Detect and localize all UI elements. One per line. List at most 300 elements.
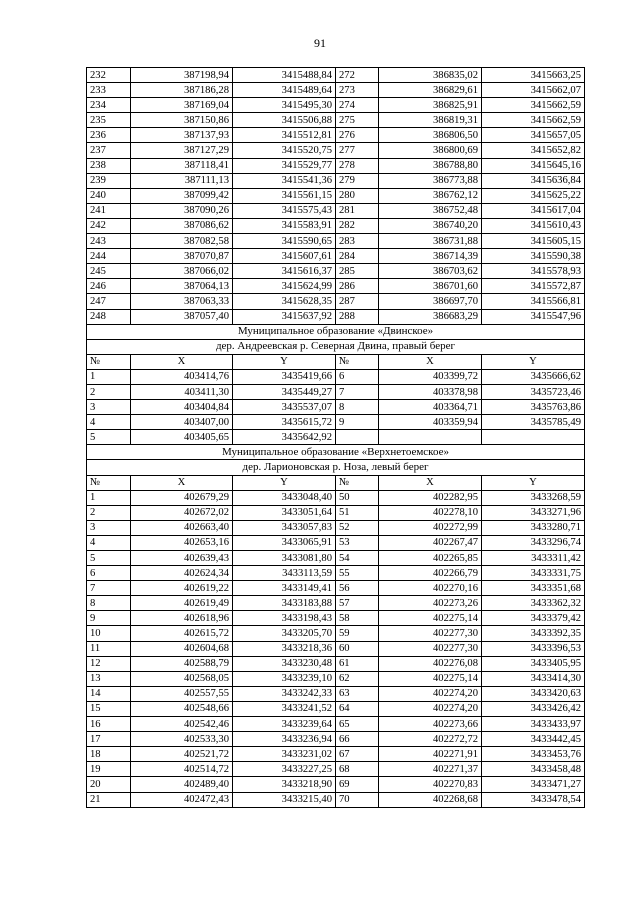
point-number-cell: 238 — [87, 158, 131, 173]
y-coordinate-cell: 3435449,27 — [233, 384, 336, 399]
point-number-cell: 8 — [336, 400, 379, 415]
y-coordinate-cell: 3415607,61 — [233, 249, 336, 264]
y-coordinate-cell: 3415662,07 — [482, 83, 585, 98]
table-row — [87, 671, 585, 686]
table-row — [87, 792, 585, 807]
x-coordinate-cell: 387150,86 — [131, 113, 233, 128]
point-number-cell: 232 — [87, 68, 131, 83]
table-row — [87, 611, 585, 626]
table-row — [87, 218, 585, 233]
table-row — [87, 294, 585, 309]
y-coordinate-cell: 3433230,48 — [233, 656, 336, 671]
point-number-cell: 63 — [336, 686, 379, 701]
x-coordinate-cell: 387090,26 — [131, 203, 233, 218]
table-row — [87, 535, 585, 550]
y-coordinate-cell: 3415520,75 — [233, 143, 336, 158]
x-coordinate-cell: 386701,60 — [379, 279, 482, 294]
y-coordinate-cell: 3433420,63 — [482, 686, 585, 701]
y-coordinate-cell: 3415578,93 — [482, 264, 585, 279]
table-row — [87, 581, 585, 596]
y-coordinate-cell: 3433379,42 — [482, 611, 585, 626]
y-coordinate-cell: 3433241,52 — [233, 701, 336, 716]
y-coordinate-cell: 3415663,25 — [482, 68, 585, 83]
y-coordinate-cell: 3415541,36 — [233, 173, 336, 188]
x-coordinate-cell: 403411,30 — [131, 384, 233, 399]
y-coordinate-cell: 3435642,92 — [233, 430, 336, 445]
point-number-cell: 282 — [336, 218, 379, 233]
x-coordinate-cell: 386825,91 — [379, 98, 482, 113]
x-coordinate-cell: 403359,94 — [379, 415, 482, 430]
column-header: X — [131, 475, 233, 490]
x-coordinate-cell: 402273,66 — [379, 717, 482, 732]
coordinates-table — [86, 67, 585, 808]
y-coordinate-cell: 3433183,88 — [233, 596, 336, 611]
x-coordinate-cell: 402679,29 — [131, 490, 233, 505]
y-coordinate-cell: 3415645,16 — [482, 158, 585, 173]
point-number-cell: 9 — [87, 611, 131, 626]
point-number-cell: 9 — [336, 415, 379, 430]
section-title: Муниципальное образование «Верхнетоемское» — [87, 445, 585, 460]
x-coordinate-cell: 387186,28 — [131, 83, 233, 98]
point-number-cell: 4 — [87, 535, 131, 550]
point-number-cell: 11 — [87, 641, 131, 656]
y-coordinate-cell: 3433271,96 — [482, 505, 585, 520]
y-coordinate-cell: 3415624,99 — [233, 279, 336, 294]
y-coordinate-cell: 3433392,35 — [482, 626, 585, 641]
x-coordinate-cell: 402619,49 — [131, 596, 233, 611]
x-coordinate-cell: 402273,26 — [379, 596, 482, 611]
x-coordinate-cell: 403405,65 — [131, 430, 233, 445]
point-number-cell: 59 — [336, 626, 379, 641]
y-coordinate-cell: 3415575,43 — [233, 203, 336, 218]
table-row — [87, 83, 585, 98]
page-number: 91 — [314, 36, 326, 50]
y-coordinate-cell: 3433205,70 — [233, 626, 336, 641]
point-number-cell: 283 — [336, 234, 379, 249]
y-coordinate-cell: 3433362,32 — [482, 596, 585, 611]
y-coordinate-cell: 3433296,74 — [482, 535, 585, 550]
point-number-cell: 2 — [87, 384, 131, 399]
point-number-cell: 280 — [336, 188, 379, 203]
x-coordinate-cell: 386773,88 — [379, 173, 482, 188]
y-coordinate-cell: 3433215,40 — [233, 792, 336, 807]
y-coordinate-cell: 3433426,42 — [482, 701, 585, 716]
point-number-cell: 235 — [87, 113, 131, 128]
x-coordinate-cell: 386819,31 — [379, 113, 482, 128]
point-number-cell: 64 — [336, 701, 379, 716]
x-coordinate-cell: 402557,55 — [131, 686, 233, 701]
x-coordinate-cell: 386703,62 — [379, 264, 482, 279]
table-row — [87, 98, 585, 113]
table-row — [87, 596, 585, 611]
x-coordinate-cell: 387086,62 — [131, 218, 233, 233]
section-title-row — [87, 324, 585, 339]
table-row — [87, 626, 585, 641]
x-coordinate-cell: 387169,04 — [131, 98, 233, 113]
y-coordinate-cell: 3433351,68 — [482, 581, 585, 596]
x-coordinate-cell: 386788,80 — [379, 158, 482, 173]
y-coordinate-cell: 3415547,96 — [482, 309, 585, 324]
column-header: X — [131, 354, 233, 369]
y-coordinate-cell: 3433471,27 — [482, 777, 585, 792]
y-coordinate-cell: 3435537,07 — [233, 400, 336, 415]
table-row — [87, 400, 585, 415]
point-number-cell: 286 — [336, 279, 379, 294]
y-coordinate-cell: 3415590,38 — [482, 249, 585, 264]
point-number-cell: 1 — [87, 490, 131, 505]
point-number-cell: 272 — [336, 68, 379, 83]
point-number-cell: 3 — [87, 400, 131, 415]
table-row — [87, 505, 585, 520]
point-number-cell: 285 — [336, 264, 379, 279]
point-number-cell: 7 — [336, 384, 379, 399]
table-row — [87, 143, 585, 158]
x-coordinate-cell — [379, 430, 482, 445]
x-coordinate-cell: 403414,76 — [131, 369, 233, 384]
x-coordinate-cell: 387118,41 — [131, 158, 233, 173]
x-coordinate-cell: 402275,14 — [379, 671, 482, 686]
y-coordinate-cell: 3433396,53 — [482, 641, 585, 656]
y-coordinate-cell: 3433331,75 — [482, 566, 585, 581]
x-coordinate-cell: 402619,22 — [131, 581, 233, 596]
column-header-row — [87, 475, 585, 490]
point-number-cell: 5 — [87, 430, 131, 445]
section-subtitle: дер. Ларионовская р. Ноза, левый берег — [87, 460, 585, 475]
point-number-cell: 245 — [87, 264, 131, 279]
x-coordinate-cell: 402639,43 — [131, 551, 233, 566]
point-number-cell: 54 — [336, 551, 379, 566]
table-row — [87, 309, 585, 324]
y-coordinate-cell: 3415628,35 — [233, 294, 336, 309]
y-coordinate-cell: 3435763,86 — [482, 400, 585, 415]
x-coordinate-cell: 402265,85 — [379, 551, 482, 566]
y-coordinate-cell: 3435723,46 — [482, 384, 585, 399]
section-subtitle-row — [87, 339, 585, 354]
x-coordinate-cell: 403364,71 — [379, 400, 482, 415]
x-coordinate-cell: 387066,02 — [131, 264, 233, 279]
x-coordinate-cell: 403404,84 — [131, 400, 233, 415]
point-number-cell: 279 — [336, 173, 379, 188]
x-coordinate-cell: 386714,39 — [379, 249, 482, 264]
table-row — [87, 656, 585, 671]
x-coordinate-cell: 386697,70 — [379, 294, 482, 309]
y-coordinate-cell: 3415610,43 — [482, 218, 585, 233]
column-header: X — [379, 475, 482, 490]
y-coordinate-cell: 3435666,62 — [482, 369, 585, 384]
point-number-cell: 6 — [87, 566, 131, 581]
y-coordinate-cell: 3415662,59 — [482, 98, 585, 113]
y-coordinate-cell: 3415662,59 — [482, 113, 585, 128]
x-coordinate-cell: 402271,91 — [379, 747, 482, 762]
y-coordinate-cell: 3433048,40 — [233, 490, 336, 505]
x-coordinate-cell: 402615,72 — [131, 626, 233, 641]
x-coordinate-cell: 387063,33 — [131, 294, 233, 309]
x-coordinate-cell: 402672,02 — [131, 505, 233, 520]
table-row — [87, 264, 585, 279]
point-number-cell: 246 — [87, 279, 131, 294]
point-number-cell: 248 — [87, 309, 131, 324]
table-row — [87, 128, 585, 143]
table-row — [87, 188, 585, 203]
table-row — [87, 158, 585, 173]
point-number-cell: 69 — [336, 777, 379, 792]
point-number-cell: 233 — [87, 83, 131, 98]
point-number-cell: 278 — [336, 158, 379, 173]
x-coordinate-cell: 402282,95 — [379, 490, 482, 505]
y-coordinate-cell: 3415636,84 — [482, 173, 585, 188]
x-coordinate-cell: 386740,20 — [379, 218, 482, 233]
x-coordinate-cell: 402663,40 — [131, 520, 233, 535]
y-coordinate-cell: 3435785,49 — [482, 415, 585, 430]
x-coordinate-cell: 403378,98 — [379, 384, 482, 399]
point-number-cell: 3 — [87, 520, 131, 535]
y-coordinate-cell: 3415590,65 — [233, 234, 336, 249]
table-row — [87, 732, 585, 747]
column-header: Y — [233, 354, 336, 369]
point-number-cell: 15 — [87, 701, 131, 716]
y-coordinate-cell: 3415561,15 — [233, 188, 336, 203]
point-number-cell: 52 — [336, 520, 379, 535]
x-coordinate-cell: 402568,05 — [131, 671, 233, 686]
table-row — [87, 415, 585, 430]
point-number-cell: 16 — [87, 717, 131, 732]
point-number-cell: 276 — [336, 128, 379, 143]
y-coordinate-cell: 3433218,90 — [233, 777, 336, 792]
point-number-cell: 14 — [87, 686, 131, 701]
x-coordinate-cell: 402268,68 — [379, 792, 482, 807]
x-coordinate-cell: 402271,37 — [379, 762, 482, 777]
table-row — [87, 520, 585, 535]
y-coordinate-cell: 3433442,45 — [482, 732, 585, 747]
y-coordinate-cell: 3433227,25 — [233, 762, 336, 777]
y-coordinate-cell: 3415488,84 — [233, 68, 336, 83]
table-row — [87, 430, 585, 445]
point-number-cell: 51 — [336, 505, 379, 520]
x-coordinate-cell: 387198,94 — [131, 68, 233, 83]
x-coordinate-cell: 402604,68 — [131, 641, 233, 656]
table-row — [87, 777, 585, 792]
y-coordinate-cell: 3415495,30 — [233, 98, 336, 113]
point-number-cell: 65 — [336, 717, 379, 732]
x-coordinate-cell: 386800,69 — [379, 143, 482, 158]
point-number-cell: 17 — [87, 732, 131, 747]
point-number-cell: 281 — [336, 203, 379, 218]
section-title: Муниципальное образование «Двинское» — [87, 324, 585, 339]
x-coordinate-cell: 402274,20 — [379, 701, 482, 716]
table-row — [87, 490, 585, 505]
point-number-cell: 68 — [336, 762, 379, 777]
x-coordinate-cell: 387057,40 — [131, 309, 233, 324]
point-number-cell: 237 — [87, 143, 131, 158]
y-coordinate-cell: 3433478,54 — [482, 792, 585, 807]
point-number-cell: 234 — [87, 98, 131, 113]
column-header: Y — [233, 475, 336, 490]
column-header: № — [87, 354, 131, 369]
point-number-cell: 58 — [336, 611, 379, 626]
point-number-cell: 247 — [87, 294, 131, 309]
y-coordinate-cell: 3433268,59 — [482, 490, 585, 505]
point-number-cell: 277 — [336, 143, 379, 158]
y-coordinate-cell: 3415625,22 — [482, 188, 585, 203]
column-header: Y — [482, 475, 585, 490]
x-coordinate-cell: 386835,02 — [379, 68, 482, 83]
point-number-cell: 12 — [87, 656, 131, 671]
table-row — [87, 68, 585, 83]
y-coordinate-cell: 3433081,80 — [233, 551, 336, 566]
x-coordinate-cell: 402266,79 — [379, 566, 482, 581]
point-number-cell: 287 — [336, 294, 379, 309]
y-coordinate-cell: 3433057,83 — [233, 520, 336, 535]
x-coordinate-cell: 387111,13 — [131, 173, 233, 188]
x-coordinate-cell: 402542,46 — [131, 717, 233, 732]
point-number-cell: 244 — [87, 249, 131, 264]
column-header: № — [336, 354, 379, 369]
y-coordinate-cell: 3433280,71 — [482, 520, 585, 535]
y-coordinate-cell: 3433458,48 — [482, 762, 585, 777]
table-row — [87, 566, 585, 581]
x-coordinate-cell: 402275,14 — [379, 611, 482, 626]
column-header: № — [336, 475, 379, 490]
point-number-cell: 20 — [87, 777, 131, 792]
x-coordinate-cell: 386762,12 — [379, 188, 482, 203]
point-number-cell: 53 — [336, 535, 379, 550]
section-title-row — [87, 445, 585, 460]
table-row — [87, 173, 585, 188]
x-coordinate-cell: 386829,61 — [379, 83, 482, 98]
x-coordinate-cell: 402270,16 — [379, 581, 482, 596]
y-coordinate-cell: 3433311,42 — [482, 551, 585, 566]
point-number-cell: 1 — [87, 369, 131, 384]
point-number-cell: 66 — [336, 732, 379, 747]
y-coordinate-cell: 3415572,87 — [482, 279, 585, 294]
table-row — [87, 203, 585, 218]
point-number-cell: 67 — [336, 747, 379, 762]
point-number-cell: 6 — [336, 369, 379, 384]
x-coordinate-cell: 386731,88 — [379, 234, 482, 249]
y-coordinate-cell: 3433236,94 — [233, 732, 336, 747]
x-coordinate-cell: 387064,13 — [131, 279, 233, 294]
y-coordinate-cell: 3415489,64 — [233, 83, 336, 98]
y-coordinate-cell: 3415637,92 — [233, 309, 336, 324]
y-coordinate-cell: 3415529,77 — [233, 158, 336, 173]
x-coordinate-cell: 402618,96 — [131, 611, 233, 626]
table-row — [87, 747, 585, 762]
point-number-cell: 236 — [87, 128, 131, 143]
y-coordinate-cell: 3415617,04 — [482, 203, 585, 218]
point-number-cell: 50 — [336, 490, 379, 505]
point-number-cell: 239 — [87, 173, 131, 188]
y-coordinate-cell: 3433433,97 — [482, 717, 585, 732]
x-coordinate-cell: 387127,29 — [131, 143, 233, 158]
x-coordinate-cell: 387082,58 — [131, 234, 233, 249]
point-number-cell: 240 — [87, 188, 131, 203]
point-number-cell — [336, 430, 379, 445]
y-coordinate-cell — [482, 430, 585, 445]
point-number-cell: 5 — [87, 551, 131, 566]
table-row — [87, 551, 585, 566]
x-coordinate-cell: 387070,87 — [131, 249, 233, 264]
table-row — [87, 762, 585, 777]
y-coordinate-cell: 3433065,91 — [233, 535, 336, 550]
table-row — [87, 279, 585, 294]
x-coordinate-cell: 387137,93 — [131, 128, 233, 143]
y-coordinate-cell: 3433113,59 — [233, 566, 336, 581]
y-coordinate-cell: 3415652,82 — [482, 143, 585, 158]
table-row — [87, 369, 585, 384]
y-coordinate-cell: 3415583,91 — [233, 218, 336, 233]
y-coordinate-cell: 3415616,37 — [233, 264, 336, 279]
x-coordinate-cell: 402521,72 — [131, 747, 233, 762]
x-coordinate-cell: 403399,72 — [379, 369, 482, 384]
x-coordinate-cell: 402270,83 — [379, 777, 482, 792]
x-coordinate-cell: 402277,30 — [379, 626, 482, 641]
point-number-cell: 19 — [87, 762, 131, 777]
point-number-cell: 10 — [87, 626, 131, 641]
x-coordinate-cell: 402276,08 — [379, 656, 482, 671]
x-coordinate-cell: 402653,16 — [131, 535, 233, 550]
point-number-cell: 273 — [336, 83, 379, 98]
x-coordinate-cell: 402548,66 — [131, 701, 233, 716]
x-coordinate-cell: 402588,79 — [131, 656, 233, 671]
point-number-cell: 57 — [336, 596, 379, 611]
table-row — [87, 113, 585, 128]
point-number-cell: 275 — [336, 113, 379, 128]
y-coordinate-cell: 3435419,66 — [233, 369, 336, 384]
x-coordinate-cell: 402277,30 — [379, 641, 482, 656]
section-subtitle: дер. Андреевская р. Северная Двина, правый берег — [87, 339, 585, 354]
x-coordinate-cell: 387099,42 — [131, 188, 233, 203]
x-coordinate-cell: 402514,72 — [131, 762, 233, 777]
table-row — [87, 686, 585, 701]
point-number-cell: 18 — [87, 747, 131, 762]
y-coordinate-cell: 3415566,81 — [482, 294, 585, 309]
x-coordinate-cell: 402274,20 — [379, 686, 482, 701]
x-coordinate-cell: 386806,50 — [379, 128, 482, 143]
y-coordinate-cell: 3435615,72 — [233, 415, 336, 430]
point-number-cell: 62 — [336, 671, 379, 686]
table-row — [87, 384, 585, 399]
point-number-cell: 70 — [336, 792, 379, 807]
y-coordinate-cell: 3433239,10 — [233, 671, 336, 686]
table-row — [87, 701, 585, 716]
x-coordinate-cell: 402267,47 — [379, 535, 482, 550]
point-number-cell: 8 — [87, 596, 131, 611]
table-row — [87, 249, 585, 264]
point-number-cell: 55 — [336, 566, 379, 581]
y-coordinate-cell: 3433149,41 — [233, 581, 336, 596]
point-number-cell: 288 — [336, 309, 379, 324]
y-coordinate-cell: 3415512,81 — [233, 128, 336, 143]
point-number-cell: 243 — [87, 234, 131, 249]
table-row — [87, 641, 585, 656]
column-header: № — [87, 475, 131, 490]
y-coordinate-cell: 3415657,05 — [482, 128, 585, 143]
y-coordinate-cell: 3433218,36 — [233, 641, 336, 656]
point-number-cell: 4 — [87, 415, 131, 430]
point-number-cell: 21 — [87, 792, 131, 807]
x-coordinate-cell: 402489,40 — [131, 777, 233, 792]
y-coordinate-cell: 3433242,33 — [233, 686, 336, 701]
x-coordinate-cell: 386683,29 — [379, 309, 482, 324]
point-number-cell: 242 — [87, 218, 131, 233]
x-coordinate-cell: 386752,48 — [379, 203, 482, 218]
x-coordinate-cell: 402278,10 — [379, 505, 482, 520]
point-number-cell: 2 — [87, 505, 131, 520]
x-coordinate-cell: 402272,72 — [379, 732, 482, 747]
point-number-cell: 13 — [87, 671, 131, 686]
point-number-cell: 7 — [87, 581, 131, 596]
y-coordinate-cell: 3433231,02 — [233, 747, 336, 762]
